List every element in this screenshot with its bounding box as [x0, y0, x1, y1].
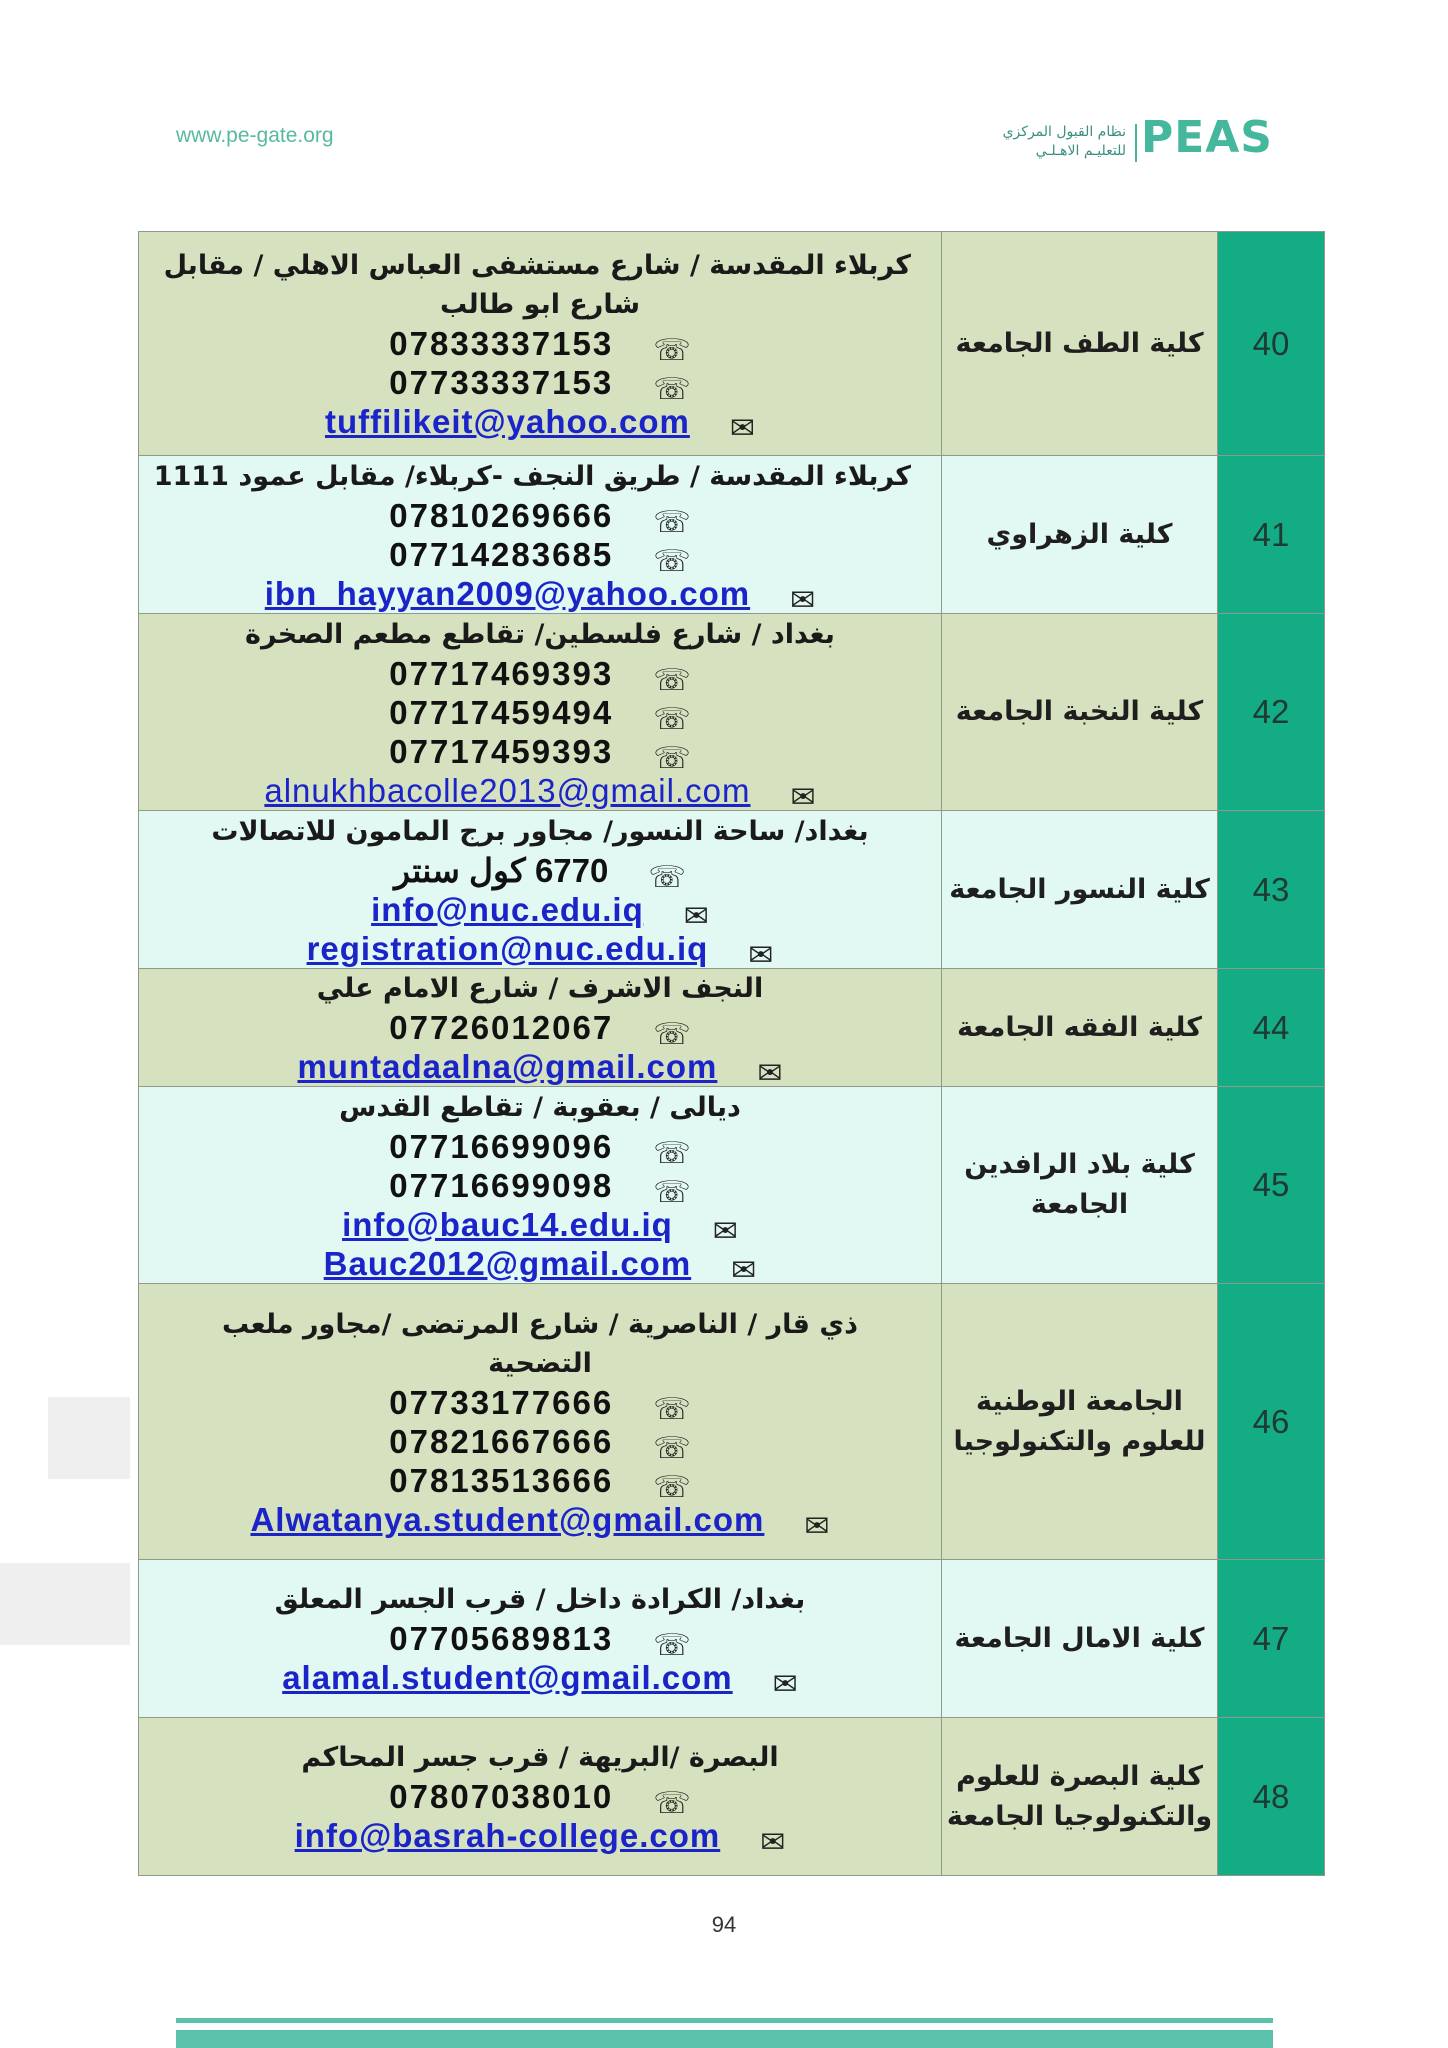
phone-number: 07821667666	[389, 1422, 614, 1460]
email-icon: ✉	[790, 779, 816, 815]
college-name: كلية الامال الجامعة	[942, 1560, 1218, 1718]
email-icon: ✉	[772, 1667, 798, 1702]
phone-icon: ☏	[653, 1174, 691, 1210]
college-name: كلية الزهراوي	[942, 456, 1218, 614]
logo-divider	[1135, 124, 1137, 162]
phone-line	[139, 1777, 941, 1821]
phone-icon: ☏	[653, 504, 691, 540]
email-link[interactable]: tuffilikeit@yahoo.com	[324, 403, 690, 440]
phone-line	[139, 496, 941, 540]
college-name: كلية بلاد الرافدين الجامعة	[942, 1087, 1218, 1284]
college-name: كلية النخبة الجامعة	[942, 614, 1218, 811]
phone-line	[139, 851, 941, 895]
row-number: 40	[1218, 232, 1325, 456]
phone-number: 07733337153	[389, 364, 614, 401]
college-name: كلية النسور الجامعة	[942, 811, 1218, 969]
email-link[interactable]: info@bauc14.edu.iq	[342, 1205, 673, 1243]
email-line	[139, 890, 941, 934]
table-row	[139, 456, 1325, 614]
contact-cell	[139, 232, 942, 456]
email-link[interactable]: registration@nuc.edu.iq	[306, 929, 709, 967]
address-line: شارع ابو طالب	[439, 289, 641, 320]
footer-bar	[176, 2030, 1273, 2048]
peas-logo: PEAS	[1140, 112, 1273, 163]
phone-line	[139, 1127, 941, 1171]
phone-number: 07716699098	[389, 1166, 614, 1204]
logo-subtitle-line2: للتعليـم الاهـلـي	[1035, 143, 1126, 159]
email-line	[139, 929, 941, 973]
page-number: 94	[711, 1912, 737, 1937]
phone-icon: ☏	[653, 1786, 691, 1821]
contact-cell	[139, 811, 942, 973]
address-line: التضحية	[488, 1347, 592, 1379]
logo-subtitle-line1: نظام القبول المركزي	[1002, 124, 1126, 140]
row-number: 46	[1218, 1284, 1325, 1560]
row-number: 45	[1218, 1087, 1325, 1284]
email-icon: ✉	[790, 582, 816, 618]
email-icon: ✉	[757, 1056, 783, 1091]
row-number: 47	[1218, 1560, 1325, 1718]
contact-cell	[139, 1284, 942, 1560]
email-line	[139, 1500, 941, 1544]
email-link[interactable]: ibn_hayyan2009@yahoo.com	[264, 574, 751, 612]
college-name: كلية الطف الجامعة	[942, 232, 1218, 456]
row-number: 48	[1218, 1718, 1325, 1876]
phone-number: 07717459393	[389, 732, 614, 770]
phone-line	[139, 1008, 941, 1052]
contact-cell	[139, 456, 942, 618]
phone-line	[139, 654, 941, 698]
site-url[interactable]: www.pe-gate.org	[176, 124, 334, 147]
address-line: ديالى / بعقوبة / تقاطع القدس	[339, 1091, 741, 1123]
email-line	[139, 1205, 941, 1249]
email-line	[139, 574, 941, 618]
contact-cell	[139, 969, 942, 1091]
phone-line	[139, 363, 941, 407]
email-icon: ✉	[712, 1213, 738, 1249]
address-line: النجف الاشرف / شارع الامام علي	[316, 973, 764, 1004]
phone-icon: ☏	[653, 1469, 691, 1505]
email-line	[139, 1658, 941, 1702]
address-line: بغداد/ الكرادة داخل / قرب الجسر المعلق	[274, 1584, 806, 1615]
address-line: بغداد/ ساحة النسور/ مجاور برج المامون للاتصالات	[211, 815, 869, 847]
college-name: كلية الفقه الجامعة	[942, 969, 1218, 1087]
phone-number: 07714283685	[389, 535, 614, 573]
table-row	[139, 1087, 1325, 1284]
email-link[interactable]: info@basrah-college.com	[294, 1817, 721, 1854]
phone-line	[139, 1422, 941, 1466]
email-icon: ✉	[729, 411, 755, 446]
email-line	[139, 1244, 941, 1288]
email-link[interactable]: Bauc2012@gmail.com	[323, 1244, 692, 1282]
contact-cell	[139, 1087, 942, 1288]
table-row	[139, 1718, 1325, 1876]
phone-number: 07833337153	[389, 325, 614, 362]
email-icon: ✉	[683, 898, 709, 934]
footer-rule	[176, 2018, 1273, 2023]
phone-line	[139, 1461, 941, 1505]
phone-icon: ☏	[653, 1135, 691, 1171]
college-name: الجامعة الوطنية للعلوم والتكنولوجيا	[942, 1284, 1218, 1560]
email-icon: ✉	[731, 1252, 757, 1288]
phone-line	[139, 1619, 941, 1663]
phone-number: 07810269666	[389, 496, 614, 534]
phone-number: 07733177666	[389, 1383, 614, 1421]
contact-cell	[139, 1560, 942, 1718]
email-link[interactable]: Alwatanya.student@gmail.com	[250, 1500, 765, 1538]
contact-cell	[139, 1718, 942, 1876]
college-name: كلية البصرة للعلوم والتكنولوجيا الجامعة	[942, 1718, 1218, 1876]
phone-icon: ☏	[653, 372, 691, 407]
address-line: البصرة /البريهة / قرب جسر المحاكم	[301, 1742, 779, 1773]
phone-icon: ☏	[653, 1430, 691, 1466]
address-line: بغداد / شارع فلسطين/ تقاطع مطعم الصخرة	[245, 618, 835, 650]
phone-number: 07717459494	[389, 693, 614, 731]
phone-icon: ☏	[653, 1017, 691, 1052]
phone-line	[139, 693, 941, 737]
phone-number: 07807038010	[389, 1778, 614, 1815]
phone-line	[139, 535, 941, 579]
email-link[interactable]: alnukhbacolle2013@gmail.com	[264, 771, 751, 809]
email-link[interactable]: muntadaalna@gmail.com	[297, 1048, 718, 1085]
phone-line	[139, 1383, 941, 1427]
phone-icon: ☏	[653, 662, 691, 698]
email-line	[139, 1047, 941, 1091]
table-row	[139, 232, 1325, 456]
side-tab-marker	[0, 1563, 130, 1645]
table-row	[139, 1284, 1325, 1560]
email-icon: ✉	[760, 1825, 786, 1860]
colleges-table	[138, 231, 1325, 1876]
side-tab-marker	[48, 1397, 130, 1479]
email-icon: ✉	[804, 1508, 830, 1544]
address-line: كربلاء المقدسة / طريق النجف -كربلاء/ مقابل عمود 1111	[153, 460, 911, 492]
phone-number: 6770 كول سنتر	[394, 851, 609, 889]
address-line: ذي قار / الناصرية / شارع المرتضى /مجاور ملعب	[222, 1308, 858, 1340]
phone-line	[139, 732, 941, 776]
phone-line	[139, 324, 941, 368]
table-row	[139, 969, 1325, 1087]
email-link[interactable]: info@nuc.edu.iq	[371, 890, 644, 928]
phone-number: 07813513666	[389, 1461, 614, 1499]
email-line	[139, 402, 941, 446]
contact-cell	[139, 614, 942, 815]
table-row	[139, 614, 1325, 811]
email-line	[139, 1816, 941, 1860]
phone-number: 07717469393	[389, 654, 614, 692]
phone-icon: ☏	[653, 1628, 691, 1663]
phone-icon: ☏	[648, 859, 686, 895]
row-number: 43	[1218, 811, 1325, 969]
table-row	[139, 1560, 1325, 1718]
phone-number: 07705689813	[389, 1620, 614, 1657]
row-number: 42	[1218, 614, 1325, 811]
email-link[interactable]: alamal.student@gmail.com	[282, 1659, 733, 1696]
phone-icon: ☏	[653, 333, 691, 368]
address-line: كربلاء المقدسة / شارع مستشفى العباس الاهلي / مقابل	[163, 250, 911, 281]
phone-icon: ☏	[653, 543, 691, 579]
email-icon: ✉	[748, 937, 774, 973]
row-number: 44	[1218, 969, 1325, 1087]
phone-icon: ☏	[653, 740, 691, 776]
email-line	[139, 771, 941, 815]
phone-number: 07726012067	[389, 1009, 614, 1046]
row-number: 41	[1218, 456, 1325, 614]
phone-line	[139, 1166, 941, 1210]
table-row	[139, 811, 1325, 969]
phone-icon: ☏	[653, 1391, 691, 1427]
phone-number: 07716699096	[389, 1127, 614, 1165]
phone-icon: ☏	[653, 701, 691, 737]
